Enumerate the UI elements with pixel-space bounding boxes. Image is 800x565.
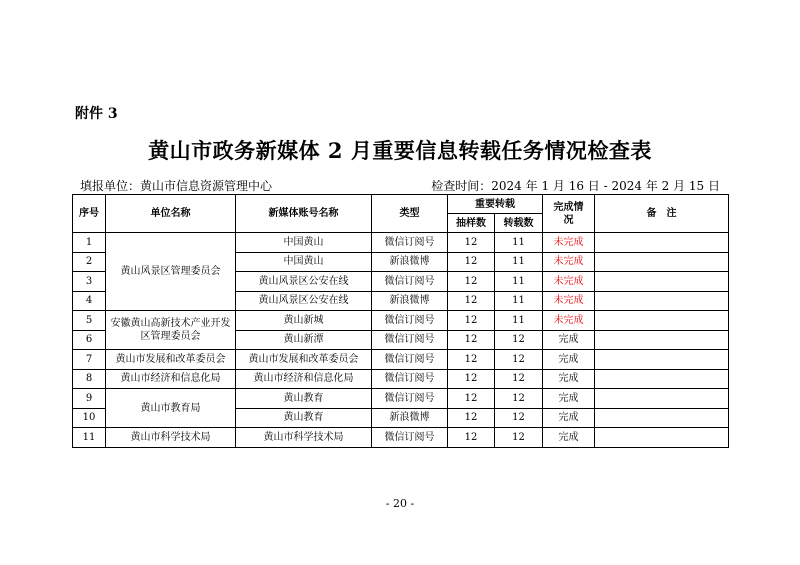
cell-seq: 4	[73, 291, 106, 311]
cell-remarks	[595, 272, 729, 292]
cell-sampled: 12	[448, 252, 495, 272]
cell-reposted: 11	[495, 233, 543, 253]
cell-remarks	[595, 408, 729, 428]
cell-reposted: 11	[495, 291, 543, 311]
cell-account: 中国黄山	[236, 252, 372, 272]
cell-seq: 6	[73, 330, 106, 350]
inspection-table	[72, 194, 729, 448]
cell-status: 未完成	[543, 311, 595, 331]
cell-remarks	[595, 252, 729, 272]
cell-type: 微信订阅号	[372, 369, 448, 389]
cell-account: 黄山风景区公安在线	[236, 272, 372, 292]
table-row	[73, 428, 729, 448]
cell-remarks	[595, 291, 729, 311]
cell-account: 黄山市经济和信息化局	[236, 369, 372, 389]
header-row	[73, 195, 729, 214]
cell-sampled: 12	[448, 311, 495, 331]
cell-reposted: 11	[495, 272, 543, 292]
cell-seq: 9	[73, 389, 106, 409]
header-account: 新媒体账号名称	[236, 195, 372, 233]
cell-type: 微信订阅号	[372, 311, 448, 331]
cell-status: 完成	[543, 428, 595, 448]
cell-seq: 8	[73, 369, 106, 389]
cell-reposted: 12	[495, 389, 543, 409]
cell-seq: 11	[73, 428, 106, 448]
cell-unit: 黄山风景区管理委员会	[106, 233, 236, 311]
cell-status: 完成	[543, 369, 595, 389]
cell-status: 完成	[543, 389, 595, 409]
cell-account: 黄山教育	[236, 389, 372, 409]
cell-sampled: 12	[448, 350, 495, 370]
cell-type: 微信订阅号	[372, 389, 448, 409]
cell-account: 黄山市发展和改革委员会	[236, 350, 372, 370]
cell-type: 微信订阅号	[372, 272, 448, 292]
cell-sampled: 12	[448, 428, 495, 448]
cell-status: 完成	[543, 408, 595, 428]
cell-type: 微信订阅号	[372, 428, 448, 448]
cell-unit: 黄山市经济和信息化局	[106, 369, 236, 389]
table-row	[73, 369, 729, 389]
cell-status: 未完成	[543, 233, 595, 253]
cell-status: 未完成	[543, 291, 595, 311]
attachment-label: 附件 3	[75, 106, 118, 122]
table-row	[73, 350, 729, 370]
cell-type: 新浪微博	[372, 408, 448, 428]
cell-status: 完成	[543, 330, 595, 350]
cell-account: 中国黄山	[236, 233, 372, 253]
cell-status: 未完成	[543, 252, 595, 272]
cell-remarks	[595, 311, 729, 331]
cell-type: 新浪微博	[372, 252, 448, 272]
cell-remarks	[595, 369, 729, 389]
cell-seq: 7	[73, 350, 106, 370]
cell-reposted: 12	[495, 408, 543, 428]
cell-remarks	[595, 330, 729, 350]
cell-status: 未完成	[543, 272, 595, 292]
page-title: 黄山市政务新媒体 2 月重要信息转载任务情况检查表	[148, 138, 652, 163]
cell-account: 黄山新潭	[236, 330, 372, 350]
table-row	[73, 311, 729, 331]
header-unit: 单位名称	[106, 195, 236, 233]
cell-unit: 黄山市教育局	[106, 389, 236, 428]
table-row	[73, 233, 729, 253]
cell-sampled: 12	[448, 291, 495, 311]
header-seq: 序号	[73, 195, 106, 233]
cell-seq: 3	[73, 272, 106, 292]
cell-reposted: 12	[495, 428, 543, 448]
cell-seq: 10	[73, 408, 106, 428]
cell-type: 微信订阅号	[372, 330, 448, 350]
cell-reposted: 12	[495, 369, 543, 389]
cell-reposted: 12	[495, 330, 543, 350]
cell-account: 黄山新城	[236, 311, 372, 331]
cell-reposted: 11	[495, 252, 543, 272]
cell-sampled: 12	[448, 272, 495, 292]
cell-unit: 黄山市科学技术局	[106, 428, 236, 448]
cell-sampled: 12	[448, 389, 495, 409]
cell-unit: 黄山市发展和改革委员会	[106, 350, 236, 370]
cell-reposted: 12	[495, 350, 543, 370]
cell-account: 黄山风景区公安在线	[236, 291, 372, 311]
cell-status: 完成	[543, 350, 595, 370]
table-row	[73, 389, 729, 409]
cell-account: 黄山教育	[236, 408, 372, 428]
header-reposted: 转载数	[495, 214, 543, 233]
cell-type: 新浪微博	[372, 291, 448, 311]
cell-sampled: 12	[448, 233, 495, 253]
cell-seq: 5	[73, 311, 106, 331]
cell-remarks	[595, 233, 729, 253]
header-remarks: 备 注	[595, 195, 729, 233]
cell-sampled: 12	[448, 369, 495, 389]
page-number: - 20 -	[385, 497, 415, 510]
header-sampled: 抽样数	[448, 214, 495, 233]
cell-seq: 2	[73, 252, 106, 272]
cell-account: 黄山市科学技术局	[236, 428, 372, 448]
cell-remarks	[595, 428, 729, 448]
reporting-unit: 填报单位：黄山市信息资源管理中心	[80, 179, 273, 193]
cell-type: 微信订阅号	[372, 350, 448, 370]
cell-sampled: 12	[448, 330, 495, 350]
cell-seq: 1	[73, 233, 106, 253]
cell-type: 微信订阅号	[372, 233, 448, 253]
cell-remarks	[595, 389, 729, 409]
cell-reposted: 11	[495, 311, 543, 331]
check-period: 检查时间：2024 年 1 月 16 日 - 2024 年 2 月 15 日	[431, 179, 720, 193]
cell-unit: 安徽黄山高新技术产业开发区管理委员会	[106, 311, 236, 350]
header-status: 完成情况	[543, 195, 595, 233]
header-repost-group: 重要转载	[448, 195, 543, 214]
header-type: 类型	[372, 195, 448, 233]
cell-remarks	[595, 350, 729, 370]
cell-sampled: 12	[448, 408, 495, 428]
